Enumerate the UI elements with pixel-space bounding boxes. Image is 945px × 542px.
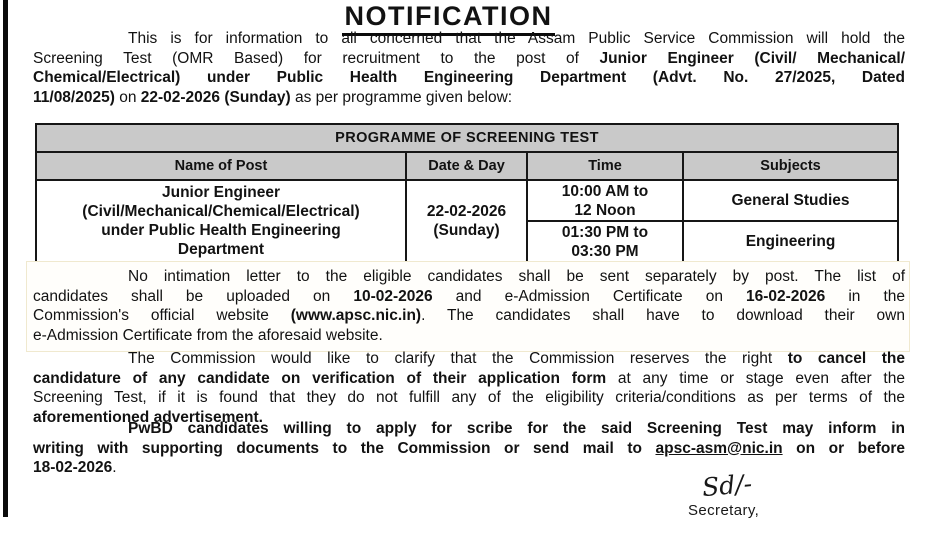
cell-subject-session2: Engineering <box>683 221 898 262</box>
time-line: 10:00 AM to <box>561 182 649 200</box>
signature-sd: Sd/- <box>700 468 754 503</box>
date-line: (Sunday) <box>433 222 500 239</box>
paragraph-cancellation <box>33 349 905 427</box>
table-header-row <box>36 152 898 180</box>
text-segment: in the <box>825 287 905 305</box>
text-segment: 22-02-2026 (Sunday) <box>140 88 291 106</box>
scan-edge-line <box>3 0 8 517</box>
text-segment: Screening Test (OMR Based) for recruitment to the post of <box>33 49 600 67</box>
text-segment: at any time or stage even after the <box>606 369 905 387</box>
text-segment: No intimation letter to the eligible candidates shall be sent separately by post. The list of <box>128 268 905 285</box>
post-line: Junior Engineer <box>162 184 280 201</box>
text-line <box>33 88 905 108</box>
text-line <box>33 388 905 408</box>
cell-subject-session1: General Studies <box>683 180 898 221</box>
page-title: NOTIFICATION <box>342 0 556 36</box>
text-segment: candidature of any candidate on verification of their application form <box>33 369 607 387</box>
text-segment: 11/08/2025) <box>33 88 115 106</box>
text-segment: 16-02-2026 <box>746 287 826 305</box>
post-line: Department <box>177 241 265 258</box>
text-segment: on <box>114 88 141 106</box>
paragraph-intimation-box <box>26 261 910 352</box>
cell-date-day <box>406 180 527 262</box>
text-segment: apsc-asm@nic.in <box>655 439 783 457</box>
text-segment: . <box>112 459 117 476</box>
col-header-name-of-post: Name of Post <box>36 152 406 180</box>
date-line: 22-02-2026 <box>426 203 507 220</box>
text-line <box>33 419 905 439</box>
post-line: (Civil/Mechanical/Chemical/Electrical) <box>82 203 360 220</box>
text-line <box>33 29 905 49</box>
col-header-time: Time <box>527 152 683 180</box>
signature-designation: Secretary, <box>688 502 760 519</box>
text-line <box>33 439 905 459</box>
text-segment: (www.apsc.nic.in) <box>290 307 422 324</box>
paragraph-intimation <box>33 267 905 345</box>
text-segment: candidates shall be uploaded on <box>33 287 354 305</box>
text-segment: on or before <box>782 439 905 457</box>
text-segment: e-Admission Certificate from the aforesaid website. <box>33 326 383 344</box>
programme-of-screening-test-table <box>35 123 899 263</box>
paragraph-intro <box>33 29 905 107</box>
text-segment: writing with supporting documents to the Commission or send mail to <box>33 439 656 457</box>
text-segment: This is for information to all concerned that the Assam Public Service Commission will hold the <box>128 30 905 47</box>
table-row-session1 <box>36 180 898 221</box>
text-segment: 18-02-2026 <box>33 459 113 476</box>
cell-time-session1 <box>527 180 683 221</box>
cell-name-of-post <box>36 180 406 262</box>
text-line <box>33 349 905 369</box>
table-title: PROGRAMME OF SCREENING TEST <box>36 124 898 152</box>
text-line <box>33 458 905 478</box>
text-segment: to cancel the <box>787 350 906 367</box>
col-header-subjects: Subjects <box>683 152 898 180</box>
table-title-row <box>36 124 898 152</box>
text-segment: The Commission would like to clarify that the Commission reserves the right <box>128 350 788 367</box>
text-segment: and e-Admission Certificate on <box>432 287 746 305</box>
text-segment: 10-02-2026 <box>353 287 433 305</box>
text-line <box>33 369 905 389</box>
text-segment: aforementioned advertisement. <box>33 408 263 426</box>
text-segment: Chemical/Electrical) under Public Health Engineering Department (Advt. No. 27/2025, Dated <box>33 69 905 86</box>
time-line: 12 Noon <box>574 201 636 219</box>
text-segment: Screening Test, if it is found that they do not fulfill any of the eligibility criteria/conditions as per terms of the <box>33 389 905 406</box>
text-line <box>33 287 905 307</box>
text-segment: . The candidates shall have to download their own <box>421 307 905 324</box>
text-segment: as per programme given below: <box>290 88 513 106</box>
text-line <box>33 49 905 69</box>
text-line <box>33 68 905 88</box>
col-header-date-day: Date & Day <box>406 152 527 180</box>
text-line <box>33 306 905 326</box>
cell-time-session2 <box>527 221 683 262</box>
time-line: 01:30 PM to <box>561 223 649 241</box>
time-line: 03:30 PM <box>571 242 639 260</box>
text-line <box>33 326 905 346</box>
text-segment: Junior Engineer (Civil/ Mechanical/ <box>599 49 905 67</box>
post-line: under Public Health Engineering <box>101 222 341 239</box>
text-line <box>33 267 905 287</box>
text-segment: Commission's official website <box>33 307 291 324</box>
paragraph-pwbd <box>33 419 905 478</box>
text-segment: PwBD candidates willing to apply for scribe for the said Screening Test may inform in <box>128 420 905 437</box>
